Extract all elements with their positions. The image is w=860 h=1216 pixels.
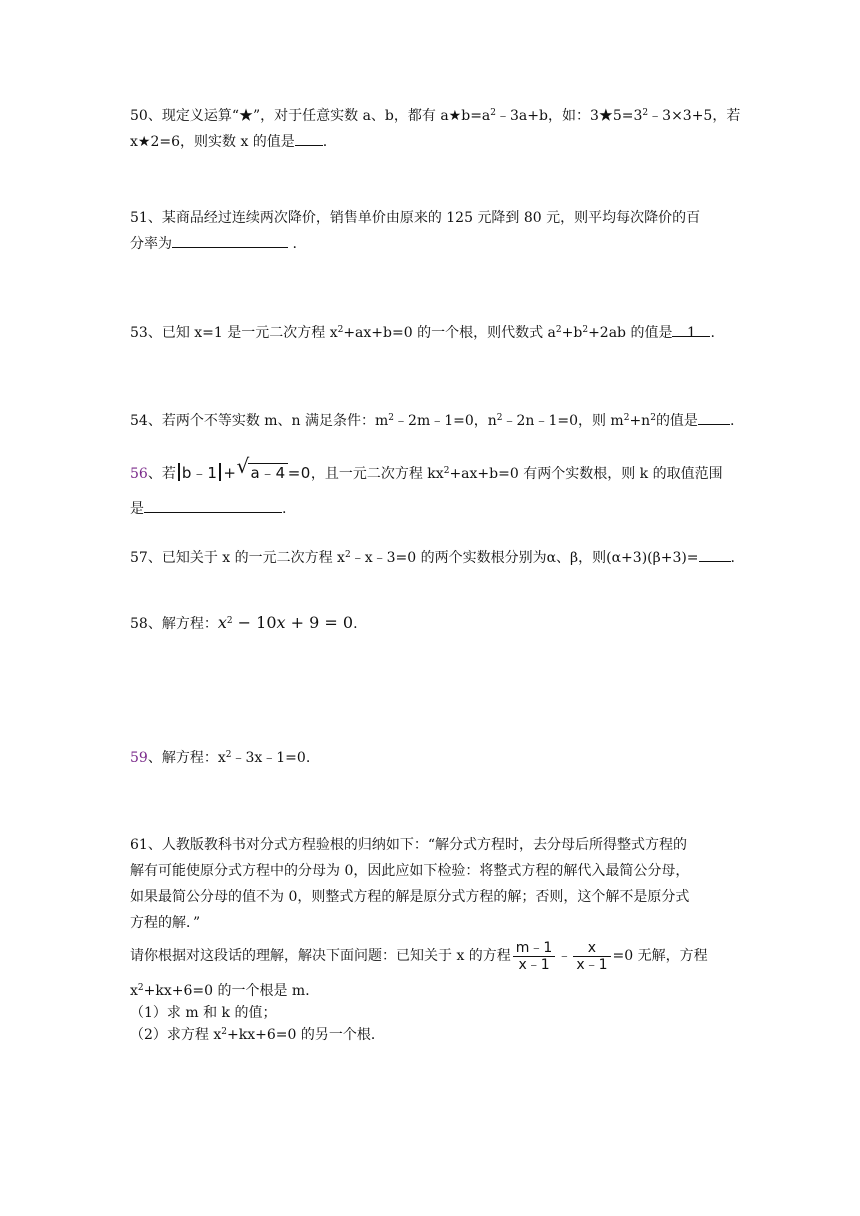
question-50: [130, 103, 741, 155]
question-57: 57、已知关于 x 的一元二次方程 $x^2﹣x﹣3=0$ 的两个实数根分别为α、β，则(α+3)(β+3)= .: [130, 545, 730, 571]
fraction-1: $\frac{m﹣1}{x﹣1}$: [513, 940, 556, 973]
answer-blank: [295, 129, 323, 146]
answer-blank: [699, 545, 731, 562]
question-51-line-2: 分率为 .: [130, 231, 730, 257]
question-61-line-6: $x^2+kx+6=0$ 的一个根是 m．: [130, 983, 320, 999]
question-61-line-1: 61、人教版教科书对分式方程验根的归纳如下：“解分式方程时，去分母后所得整式方程的: [130, 837, 687, 853]
question-number: 59: [130, 750, 148, 766]
question-61-part-1: （1）求 m 和 k 的值；: [130, 1005, 277, 1021]
question-51-line-1: 51、某商品经过连续两次降价，销售单价由原来的 125 元降到 80 元，则平均每次降价的百: [130, 210, 701, 226]
question-56-line-1: 56、若 b﹣1 + √ a﹣4 =0，且一元二次方程 $kx^2+ax+b=0$ 有两个实数根，则 k 的取值范围: [130, 460, 730, 490]
question-53: 53、已知 x=1 是一元二次方程 $x^2+ax+b=0$ 的一个根，则代数式 $a^2+b^2+2ab$ 的值是 1 .: [130, 320, 730, 346]
answer-blank: [144, 496, 282, 513]
answer-blank: [698, 408, 730, 425]
answer-filled: 1: [672, 320, 710, 337]
question-50-line-1: 50、现定义运算“★”，对于任意实数 a、b，都有 $a★b=a^2﹣3a+b$，如：$3★5=3^2﹣3\times 3+5$，若: [130, 108, 741, 124]
question-number: 56: [130, 466, 148, 482]
abs-bar-left: [178, 463, 180, 481]
question-61-line-3: 如果最简公分母的值不为 0，则整式方程的解是原分式方程的解；否则，这个解不是原分式: [130, 889, 690, 905]
question-61-line-5: 请你根据对这段话的理解，解决下面问题：已知关于 x 的方程 $\frac{m﹣1}{x﹣1}$ ﹣ $\frac{x}{x﹣1}$ =0 无解，方程: [130, 939, 708, 973]
abs-expression: b﹣1 + √ a﹣4 =0: [176, 464, 311, 482]
question-54: 54、若两个不等实数 m、n 满足条件：$m^2﹣2m﹣1=0$，$n^2﹣2n﹣1=0$，则 $m^2+n^2$的值是 .: [130, 408, 730, 434]
radical-sign: √: [236, 454, 250, 478]
question-51: [130, 205, 730, 257]
question-61-part-2: （2）求方程 $x^2+kx+6=0$ 的另一个根．: [130, 1027, 385, 1043]
question-58: 58、解方程：$x^2 - 10x + 9 = 0$.: [130, 613, 358, 632]
fraction-2: $\frac{x}{x﹣1}$: [573, 940, 610, 973]
abs-bar-right: [219, 463, 221, 481]
question-61-line-4: 方程的解．”: [130, 915, 201, 931]
question-59: 59、解方程：$x^2﹣3x﹣1=0$.: [130, 750, 311, 766]
question-61: [130, 832, 730, 1046]
sqrt-expression: √ a﹣4: [236, 454, 286, 482]
question-56: [130, 454, 730, 522]
question-50-line-2: x★2=6，则实数 x 的值是 .: [130, 129, 730, 155]
question-56-line-2: 是 .: [130, 496, 730, 522]
answer-blank: [172, 231, 288, 248]
question-61-line-2: 解有可能使原分式方程中的分母为 0，因此应如下检验：将整式方程的解代入最简公分母，: [130, 863, 690, 879]
